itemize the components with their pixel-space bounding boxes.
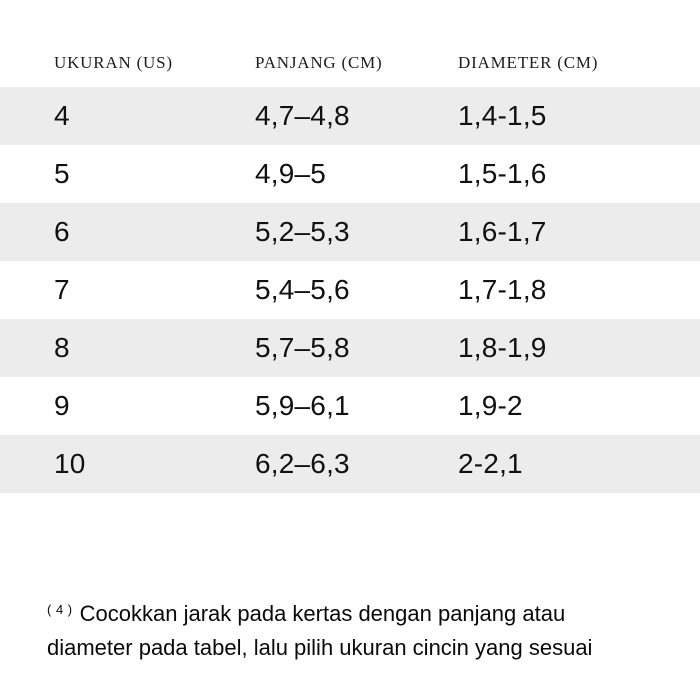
table-row-size-9 (0, 377, 700, 435)
cell-size: 9 (54, 390, 70, 421)
footnote-marker: ( 4 ) (47, 602, 73, 617)
cell-length-cm: 4,9–5 (255, 158, 327, 189)
cell-size: 10 (54, 448, 86, 479)
footnote (47, 598, 672, 663)
cell-diameter-cm: 1,8-1,9 (458, 332, 547, 363)
cell-size: 8 (54, 332, 70, 363)
cell-diameter-cm: 1,9-2 (458, 390, 523, 421)
cell-length-cm: 5,7–5,8 (255, 332, 350, 363)
table-row-size-7 (0, 261, 700, 319)
cell-size: 4 (54, 100, 70, 131)
cell-size: 6 (54, 216, 70, 247)
column-header-diameter-cm: DIAMETER (CM) (458, 53, 599, 72)
cell-length-cm: 5,4–5,6 (255, 274, 350, 305)
cell-diameter-cm: 1,5-1,6 (458, 158, 547, 189)
table-row-size-10 (0, 435, 700, 493)
cell-diameter-cm: 1,7-1,8 (458, 274, 547, 305)
column-header-panjang-cm: PANJANG (CM) (255, 53, 383, 72)
cell-diameter-cm: 1,4-1,5 (458, 100, 547, 131)
table-row-size-8 (0, 319, 700, 377)
cell-length-cm: 6,2–6,3 (255, 448, 350, 479)
footnote-line-1: Cocokkan jarak pada kertas dengan panjang atau (79, 601, 566, 626)
cell-diameter-cm: 2-2,1 (458, 448, 523, 479)
table-header-row (0, 0, 700, 87)
cell-length-cm: 5,2–5,3 (255, 216, 350, 247)
cell-size: 5 (54, 158, 70, 189)
column-header-ukuran-us: UKURAN (US) (54, 53, 173, 72)
footnote-line-2: diameter pada tabel, lalu pilih ukuran cincin yang sesuai (47, 635, 593, 660)
table-row-size-6 (0, 203, 700, 261)
cell-length-cm: 4,7–4,8 (255, 100, 350, 131)
table-row-size-4 (0, 87, 700, 145)
cell-diameter-cm: 1,6-1,7 (458, 216, 547, 247)
table-row-size-5 (0, 145, 700, 203)
cell-length-cm: 5,9–6,1 (255, 390, 350, 421)
cell-size: 7 (54, 274, 70, 305)
